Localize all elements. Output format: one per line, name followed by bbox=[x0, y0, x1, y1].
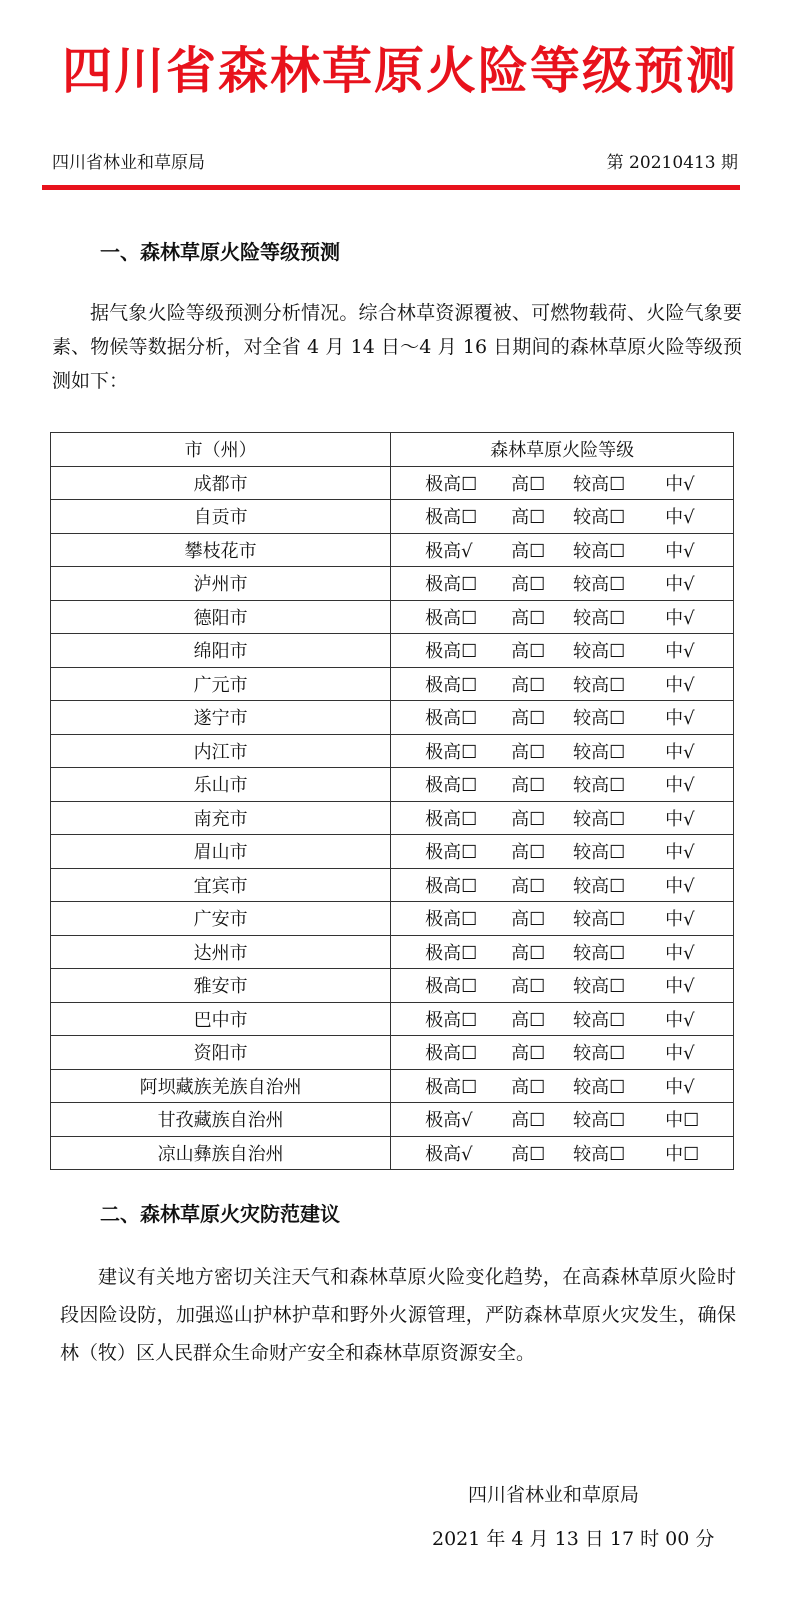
level-option-1: 极高√ bbox=[425, 540, 473, 562]
issue-number: 第 20210413 期 bbox=[606, 153, 738, 173]
level-option-2: 高☐ bbox=[511, 473, 546, 495]
level-option-1: 极高☐ bbox=[425, 942, 478, 964]
level-option-3: 较高☐ bbox=[573, 607, 626, 629]
table-row bbox=[51, 466, 734, 500]
level-option-3: 较高☐ bbox=[573, 875, 626, 897]
level-option-3: 较高☐ bbox=[573, 540, 626, 562]
level-option-2: 高☐ bbox=[511, 942, 546, 964]
level-option-3: 较高☐ bbox=[573, 1009, 626, 1031]
level-option-3: 较高☐ bbox=[573, 674, 626, 696]
level-option-1: 极高☐ bbox=[425, 674, 478, 696]
table-row bbox=[51, 801, 734, 835]
level-option-1: 极高☐ bbox=[425, 741, 478, 763]
level-cell bbox=[391, 734, 734, 768]
level-option-3: 较高☐ bbox=[573, 1143, 626, 1165]
level-option-4: 中√ bbox=[665, 842, 695, 864]
level-cell bbox=[391, 567, 734, 601]
signer: 四川省林业和草原局 bbox=[468, 1484, 640, 1506]
level-cell bbox=[391, 634, 734, 668]
level-option-1: 极高☐ bbox=[425, 909, 478, 931]
level-cell bbox=[391, 1136, 734, 1170]
region-cell: 广安市 bbox=[51, 902, 391, 936]
level-cell bbox=[391, 667, 734, 701]
region-cell: 宜宾市 bbox=[51, 868, 391, 902]
table-row bbox=[51, 835, 734, 869]
region-cell: 资阳市 bbox=[51, 1036, 391, 1070]
region-cell: 阿坝藏族羌族自治州 bbox=[51, 1069, 391, 1103]
level-option-4: 中√ bbox=[665, 909, 695, 931]
level-cell bbox=[391, 902, 734, 936]
level-cell bbox=[391, 701, 734, 735]
fire-risk-table bbox=[50, 432, 734, 1170]
issue-datetime: 2021 年 4 月 13 日 17 时 00 分 bbox=[432, 1528, 715, 1550]
level-option-4: 中√ bbox=[665, 574, 695, 596]
level-option-4: 中√ bbox=[665, 1076, 695, 1098]
level-option-1: 极高☐ bbox=[425, 808, 478, 830]
table-row bbox=[51, 969, 734, 1003]
level-option-1: 极高☐ bbox=[425, 1009, 478, 1031]
section-2-body: 建议有关地方密切关注天气和森林草原火险变化趋势，在高森林草原火险时段因险设防，加强巡山护林护草和野外火源管理，严防森林草原火灾发生，确保林（牧）区人民群众生命财产安全和森林草原资源安全。 bbox=[60, 1266, 736, 1364]
level-option-2: 高☐ bbox=[511, 540, 546, 562]
column-header-region: 市（州） bbox=[51, 433, 391, 467]
region-cell: 眉山市 bbox=[51, 835, 391, 869]
level-option-1: 极高☐ bbox=[425, 1043, 478, 1065]
level-option-3: 较高☐ bbox=[573, 1076, 626, 1098]
level-option-2: 高☐ bbox=[511, 1009, 546, 1031]
level-cell bbox=[391, 768, 734, 802]
level-option-2: 高☐ bbox=[511, 574, 546, 596]
level-option-4: 中√ bbox=[665, 607, 695, 629]
level-option-2: 高☐ bbox=[511, 909, 546, 931]
level-option-3: 较高☐ bbox=[573, 909, 626, 931]
table-row bbox=[51, 567, 734, 601]
region-cell: 内江市 bbox=[51, 734, 391, 768]
table-row bbox=[51, 868, 734, 902]
level-cell bbox=[391, 600, 734, 634]
level-option-4: 中√ bbox=[665, 741, 695, 763]
table-row bbox=[51, 734, 734, 768]
level-option-3: 较高☐ bbox=[573, 976, 626, 998]
level-cell bbox=[391, 466, 734, 500]
region-cell: 攀枝花市 bbox=[51, 533, 391, 567]
region-cell: 遂宁市 bbox=[51, 701, 391, 735]
level-option-1: 极高☐ bbox=[425, 607, 478, 629]
table-row bbox=[51, 533, 734, 567]
level-cell bbox=[391, 500, 734, 534]
region-cell: 凉山彝族自治州 bbox=[51, 1136, 391, 1170]
level-option-2: 高☐ bbox=[511, 674, 546, 696]
issuer-name: 四川省林业和草原局 bbox=[52, 153, 205, 173]
level-option-2: 高☐ bbox=[511, 708, 546, 730]
table-row bbox=[51, 768, 734, 802]
level-cell bbox=[391, 1036, 734, 1070]
table-row bbox=[51, 902, 734, 936]
level-option-4: 中√ bbox=[665, 473, 695, 495]
level-option-2: 高☐ bbox=[511, 1076, 546, 1098]
region-cell: 乐山市 bbox=[51, 768, 391, 802]
level-option-3: 较高☐ bbox=[573, 741, 626, 763]
table-row bbox=[51, 1136, 734, 1170]
header-divider bbox=[42, 185, 740, 190]
level-option-4: 中√ bbox=[665, 775, 695, 797]
level-option-1: 极高☐ bbox=[425, 574, 478, 596]
section-1-heading: 一、森林草原火险等级预测 bbox=[100, 240, 340, 264]
level-option-3: 较高☐ bbox=[573, 708, 626, 730]
level-option-1: 极高☐ bbox=[425, 775, 478, 797]
level-option-2: 高☐ bbox=[511, 976, 546, 998]
table-row bbox=[51, 1103, 734, 1137]
level-cell bbox=[391, 1002, 734, 1036]
level-option-1: 极高☐ bbox=[425, 473, 478, 495]
region-cell: 广元市 bbox=[51, 667, 391, 701]
level-option-1: 极高☐ bbox=[425, 976, 478, 998]
region-cell: 绵阳市 bbox=[51, 634, 391, 668]
level-option-3: 较高☐ bbox=[573, 1110, 626, 1132]
document-title: 四川省森林草原火险等级预测 bbox=[62, 42, 738, 100]
level-option-3: 较高☐ bbox=[573, 574, 626, 596]
level-option-4: 中√ bbox=[665, 708, 695, 730]
level-cell bbox=[391, 868, 734, 902]
table-row bbox=[51, 1069, 734, 1103]
level-option-3: 较高☐ bbox=[573, 507, 626, 529]
region-cell: 德阳市 bbox=[51, 600, 391, 634]
region-cell: 泸州市 bbox=[51, 567, 391, 601]
level-option-4: 中√ bbox=[665, 507, 695, 529]
level-option-2: 高☐ bbox=[511, 1110, 546, 1132]
level-option-3: 较高☐ bbox=[573, 942, 626, 964]
table-row bbox=[51, 634, 734, 668]
table-row bbox=[51, 600, 734, 634]
level-option-1: 极高☐ bbox=[425, 708, 478, 730]
level-option-3: 较高☐ bbox=[573, 808, 626, 830]
table-body bbox=[51, 466, 734, 1170]
level-option-3: 较高☐ bbox=[573, 775, 626, 797]
level-option-1: 极高☐ bbox=[425, 842, 478, 864]
column-header-level: 森林草原火险等级 bbox=[391, 433, 734, 467]
level-option-2: 高☐ bbox=[511, 808, 546, 830]
region-cell: 南充市 bbox=[51, 801, 391, 835]
level-option-2: 高☐ bbox=[511, 1043, 546, 1065]
level-option-2: 高☐ bbox=[511, 507, 546, 529]
level-option-4: 中√ bbox=[665, 976, 695, 998]
level-option-1: 极高☐ bbox=[425, 641, 478, 663]
table-row bbox=[51, 1002, 734, 1036]
level-option-1: 极高☐ bbox=[425, 507, 478, 529]
level-option-4: 中√ bbox=[665, 808, 695, 830]
level-option-4: 中☐ bbox=[665, 1143, 700, 1165]
level-option-1: 极高☐ bbox=[425, 875, 478, 897]
region-cell: 达州市 bbox=[51, 935, 391, 969]
level-cell bbox=[391, 835, 734, 869]
level-option-2: 高☐ bbox=[511, 607, 546, 629]
level-option-3: 较高☐ bbox=[573, 1043, 626, 1065]
level-option-1: 极高√ bbox=[425, 1110, 473, 1132]
level-option-4: 中√ bbox=[665, 540, 695, 562]
table-row bbox=[51, 500, 734, 534]
level-option-2: 高☐ bbox=[511, 875, 546, 897]
level-option-4: 中☐ bbox=[665, 1110, 700, 1132]
level-cell bbox=[391, 533, 734, 567]
level-option-2: 高☐ bbox=[511, 775, 546, 797]
level-option-4: 中√ bbox=[665, 1043, 695, 1065]
table-row bbox=[51, 701, 734, 735]
level-option-4: 中√ bbox=[665, 1009, 695, 1031]
level-option-3: 较高☐ bbox=[573, 473, 626, 495]
region-cell: 成都市 bbox=[51, 466, 391, 500]
section-1-intro: 据气象火险等级预测分析情况。综合林草资源覆被、可燃物载荷、火险气象要素、物候等数据分析，对全省 4 月 14 日～4 月 16 日期间的森林草原火险等级预测如下： bbox=[52, 302, 742, 392]
table-row bbox=[51, 667, 734, 701]
level-option-4: 中√ bbox=[665, 674, 695, 696]
region-cell: 自贡市 bbox=[51, 500, 391, 534]
level-option-4: 中√ bbox=[665, 942, 695, 964]
table-header-row bbox=[51, 433, 734, 467]
level-option-3: 较高☐ bbox=[573, 641, 626, 663]
region-cell: 雅安市 bbox=[51, 969, 391, 1003]
region-cell: 甘孜藏族自治州 bbox=[51, 1103, 391, 1137]
level-option-4: 中√ bbox=[665, 641, 695, 663]
level-cell bbox=[391, 969, 734, 1003]
level-option-1: 极高√ bbox=[425, 1143, 473, 1165]
level-cell bbox=[391, 801, 734, 835]
table-row bbox=[51, 935, 734, 969]
level-option-2: 高☐ bbox=[511, 741, 546, 763]
table-row bbox=[51, 1036, 734, 1070]
level-option-1: 极高☐ bbox=[425, 1076, 478, 1098]
level-option-2: 高☐ bbox=[511, 842, 546, 864]
level-option-3: 较高☐ bbox=[573, 842, 626, 864]
level-cell bbox=[391, 935, 734, 969]
level-option-2: 高☐ bbox=[511, 641, 546, 663]
level-option-4: 中√ bbox=[665, 875, 695, 897]
level-option-2: 高☐ bbox=[511, 1143, 546, 1165]
level-cell bbox=[391, 1069, 734, 1103]
level-cell bbox=[391, 1103, 734, 1137]
section-2-heading: 二、森林草原火灾防范建议 bbox=[100, 1202, 340, 1226]
region-cell: 巴中市 bbox=[51, 1002, 391, 1036]
